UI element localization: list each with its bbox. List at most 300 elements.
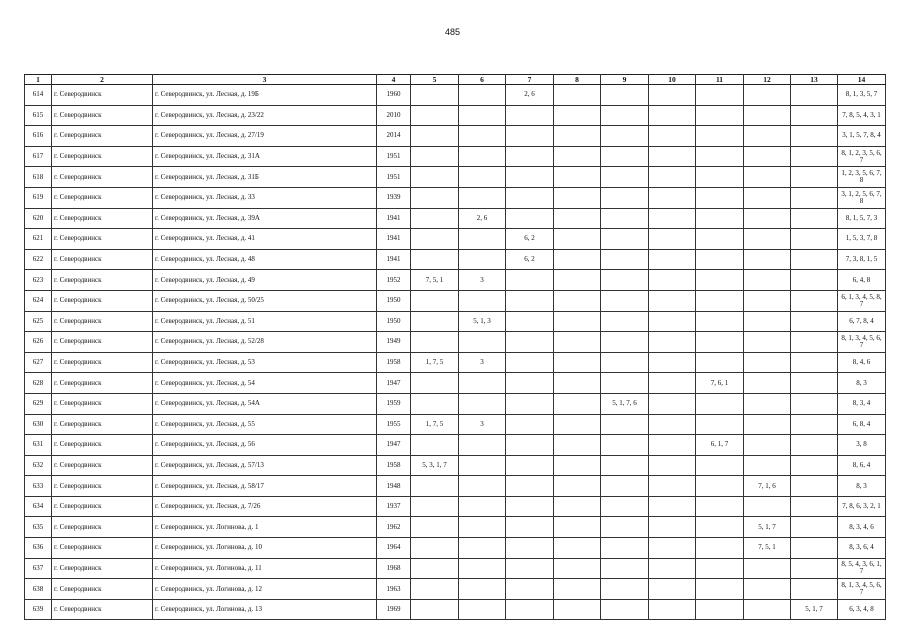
code-cell-col-12: [744, 311, 791, 332]
code-cell-col-13: [791, 579, 838, 600]
code-cell-col-8: [554, 558, 601, 579]
code-cell-col-6: [459, 517, 506, 538]
code-cell-col-10: [649, 167, 696, 188]
code-cell-col-7: 6, 2: [506, 229, 554, 250]
locality-cell: г. Северодвинск: [52, 538, 153, 559]
code-cell-col-5: [411, 517, 459, 538]
code-cell-col-12: [744, 126, 791, 147]
column-header-13: 13: [791, 75, 838, 85]
code-cell-col-11: [696, 126, 744, 147]
code-cell-col-13: [791, 270, 838, 291]
locality-cell: г. Северодвинск: [52, 105, 153, 126]
code-cell-col-8: [554, 435, 601, 456]
address-cell: г. Северодвинск, ул. Лесная, д. 56: [153, 435, 377, 456]
row-number-cell: 623: [25, 270, 52, 291]
code-cell-col-13: [791, 126, 838, 147]
row-number-cell: 634: [25, 496, 52, 517]
codes-cell: 8, 1, 3, 5, 7: [838, 85, 886, 106]
code-cell-col-12: [744, 373, 791, 394]
year-cell: 1941: [377, 229, 411, 250]
address-cell: г. Северодвинск, ул. Лесная, д. 54: [153, 373, 377, 394]
code-cell-col-5: [411, 85, 459, 106]
year-cell: 1950: [377, 290, 411, 311]
locality-cell: г. Северодвинск: [52, 476, 153, 497]
codes-cell: 7, 8, 5, 4, 3, 1: [838, 105, 886, 126]
column-header-14: 14: [838, 75, 886, 85]
code-cell-col-12: [744, 167, 791, 188]
code-cell-col-9: 5, 1, 7, 6: [601, 393, 649, 414]
code-cell-col-13: [791, 352, 838, 373]
year-cell: 1939: [377, 187, 411, 208]
code-cell-col-8: [554, 270, 601, 291]
year-cell: 1950: [377, 311, 411, 332]
year-cell: 1951: [377, 146, 411, 167]
code-cell-col-11: [696, 187, 744, 208]
address-cell: г. Северодвинск, ул. Лесная, д. 31Б: [153, 167, 377, 188]
code-cell-col-7: [506, 290, 554, 311]
code-cell-col-10: [649, 229, 696, 250]
codes-cell: 7, 3, 8, 1, 5: [838, 249, 886, 270]
table-row: [25, 311, 886, 332]
code-cell-col-13: [791, 496, 838, 517]
code-cell-col-8: [554, 332, 601, 353]
row-number-cell: 625: [25, 311, 52, 332]
code-cell-col-12: 7, 5, 1: [744, 538, 791, 559]
code-cell-col-9: [601, 517, 649, 538]
locality-cell: г. Северодвинск: [52, 579, 153, 600]
code-cell-col-12: [744, 332, 791, 353]
year-cell: 1952: [377, 270, 411, 291]
codes-cell: 8, 4, 6: [838, 352, 886, 373]
locality-cell: г. Северодвинск: [52, 187, 153, 208]
code-cell-col-12: [744, 85, 791, 106]
code-cell-col-13: [791, 105, 838, 126]
codes-cell: 7, 8, 6, 3, 2, 1: [838, 496, 886, 517]
year-cell: 1959: [377, 393, 411, 414]
locality-cell: г. Северодвинск: [52, 311, 153, 332]
code-cell-col-7: [506, 373, 554, 394]
code-cell-col-8: [554, 496, 601, 517]
address-cell: г. Северодвинск, ул. Лесная, д. 48: [153, 249, 377, 270]
code-cell-col-7: [506, 496, 554, 517]
code-cell-col-8: [554, 229, 601, 250]
year-cell: 1958: [377, 455, 411, 476]
code-cell-col-11: [696, 229, 744, 250]
code-cell-col-6: [459, 105, 506, 126]
code-cell-col-10: [649, 146, 696, 167]
code-cell-col-10: [649, 105, 696, 126]
locality-cell: г. Северодвинск: [52, 208, 153, 229]
address-cell: г. Северодвинск, ул. Лесная, д. 41: [153, 229, 377, 250]
code-cell-col-11: [696, 538, 744, 559]
row-number-cell: 621: [25, 229, 52, 250]
table-row: [25, 85, 886, 106]
address-cell: г. Северодвинск, ул. Логинова, д. 10: [153, 538, 377, 559]
codes-cell: 8, 5, 4, 3, 6, 1, 7: [838, 558, 886, 579]
code-cell-col-7: [506, 579, 554, 600]
code-cell-col-10: [649, 290, 696, 311]
code-cell-col-10: [649, 517, 696, 538]
code-cell-col-11: [696, 332, 744, 353]
column-header-11: 11: [696, 75, 744, 85]
address-cell: г. Северодвинск, ул. Лесная, д. 27/19: [153, 126, 377, 147]
column-header-5: 5: [411, 75, 459, 85]
code-cell-col-7: [506, 167, 554, 188]
code-cell-col-9: [601, 229, 649, 250]
code-cell-col-13: [791, 85, 838, 106]
code-cell-col-13: [791, 414, 838, 435]
code-cell-col-12: 7, 1, 6: [744, 476, 791, 497]
address-cell: г. Северодвинск, ул. Лесная, д. 33: [153, 187, 377, 208]
code-cell-col-10: [649, 311, 696, 332]
code-cell-col-11: [696, 167, 744, 188]
year-cell: 1941: [377, 208, 411, 229]
locality-cell: г. Северодвинск: [52, 373, 153, 394]
row-number-cell: 628: [25, 373, 52, 394]
row-number-cell: 617: [25, 146, 52, 167]
table-row: [25, 187, 886, 208]
code-cell-col-6: 3: [459, 270, 506, 291]
code-cell-col-13: [791, 187, 838, 208]
code-cell-col-13: [791, 455, 838, 476]
code-cell-col-13: [791, 229, 838, 250]
address-cell: г. Северодвинск, ул. Лесная, д. 31А: [153, 146, 377, 167]
row-number-cell: 624: [25, 290, 52, 311]
code-cell-col-7: [506, 599, 554, 620]
locality-cell: г. Северодвинск: [52, 517, 153, 538]
year-cell: 1958: [377, 352, 411, 373]
code-cell-col-8: [554, 249, 601, 270]
code-cell-col-8: [554, 352, 601, 373]
address-cell: г. Северодвинск, ул. Лесная, д. 39А: [153, 208, 377, 229]
row-number-cell: 639: [25, 599, 52, 620]
codes-cell: 6, 7, 8, 4: [838, 311, 886, 332]
locality-cell: г. Северодвинск: [52, 496, 153, 517]
codes-cell: 8, 1, 2, 3, 5, 6, 7: [838, 146, 886, 167]
row-number-cell: 635: [25, 517, 52, 538]
code-cell-col-9: [601, 167, 649, 188]
code-cell-col-5: [411, 435, 459, 456]
code-cell-col-6: [459, 558, 506, 579]
code-cell-col-9: [601, 579, 649, 600]
address-cell: г. Северодвинск, ул. Лесная, д. 57/13: [153, 455, 377, 476]
code-cell-col-12: [744, 229, 791, 250]
code-cell-col-10: [649, 126, 696, 147]
column-header-1: 1: [25, 75, 52, 85]
row-number-cell: 630: [25, 414, 52, 435]
code-cell-col-5: 7, 5, 1: [411, 270, 459, 291]
locality-cell: г. Северодвинск: [52, 249, 153, 270]
code-cell-col-8: [554, 393, 601, 414]
code-cell-col-13: [791, 311, 838, 332]
code-cell-col-6: [459, 476, 506, 497]
code-cell-col-9: [601, 558, 649, 579]
code-cell-col-11: [696, 558, 744, 579]
row-number-cell: 631: [25, 435, 52, 456]
code-cell-col-13: [791, 290, 838, 311]
code-cell-col-8: [554, 455, 601, 476]
locality-cell: г. Северодвинск: [52, 229, 153, 250]
code-cell-col-7: [506, 126, 554, 147]
code-cell-col-8: [554, 414, 601, 435]
code-cell-col-6: [459, 373, 506, 394]
code-cell-col-13: [791, 476, 838, 497]
code-cell-col-9: [601, 435, 649, 456]
code-cell-col-5: [411, 393, 459, 414]
address-cell: г. Северодвинск, ул. Лесная, д. 7/26: [153, 496, 377, 517]
code-cell-col-8: [554, 517, 601, 538]
code-cell-col-7: 2, 6: [506, 85, 554, 106]
code-cell-col-9: [601, 249, 649, 270]
code-cell-col-6: [459, 455, 506, 476]
code-cell-col-11: 6, 1, 7: [696, 435, 744, 456]
row-number-cell: 636: [25, 538, 52, 559]
address-cell: г. Северодвинск, ул. Лесная, д. 54А: [153, 393, 377, 414]
codes-cell: 6, 3, 4, 8: [838, 599, 886, 620]
column-header-4: 4: [377, 75, 411, 85]
code-cell-col-7: [506, 558, 554, 579]
column-header-6: 6: [459, 75, 506, 85]
code-cell-col-9: [601, 126, 649, 147]
code-cell-col-7: [506, 270, 554, 291]
code-cell-col-6: 3: [459, 352, 506, 373]
code-cell-col-12: [744, 146, 791, 167]
locality-cell: г. Северодвинск: [52, 414, 153, 435]
code-cell-col-7: [506, 476, 554, 497]
codes-cell: 8, 3, 4: [838, 393, 886, 414]
locality-cell: г. Северодвинск: [52, 85, 153, 106]
table-row: [25, 332, 886, 353]
row-number-cell: 637: [25, 558, 52, 579]
code-cell-col-9: [601, 311, 649, 332]
row-number-cell: 629: [25, 393, 52, 414]
code-cell-col-12: [744, 599, 791, 620]
code-cell-col-9: [601, 290, 649, 311]
code-cell-col-7: [506, 538, 554, 559]
code-cell-col-5: [411, 599, 459, 620]
address-cell: г. Северодвинск, ул. Лесная, д. 49: [153, 270, 377, 291]
code-cell-col-8: [554, 476, 601, 497]
code-cell-col-7: [506, 105, 554, 126]
code-cell-col-12: [744, 435, 791, 456]
table-row: [25, 373, 886, 394]
code-cell-col-6: [459, 187, 506, 208]
code-cell-col-8: [554, 538, 601, 559]
locality-cell: г. Северодвинск: [52, 167, 153, 188]
address-cell: г. Северодвинск, ул. Лесная, д. 50/25: [153, 290, 377, 311]
code-cell-col-11: [696, 146, 744, 167]
codes-cell: 8, 3, 4, 6: [838, 517, 886, 538]
row-number-cell: 627: [25, 352, 52, 373]
code-cell-col-6: [459, 290, 506, 311]
code-cell-col-9: [601, 332, 649, 353]
code-cell-col-11: [696, 208, 744, 229]
code-cell-col-11: [696, 599, 744, 620]
code-cell-col-5: 1, 7, 5: [411, 352, 459, 373]
code-cell-col-7: 6, 2: [506, 249, 554, 270]
code-cell-col-8: [554, 373, 601, 394]
code-cell-col-10: [649, 187, 696, 208]
code-cell-col-7: [506, 414, 554, 435]
code-cell-col-10: [649, 373, 696, 394]
code-cell-col-7: [506, 332, 554, 353]
address-cell: г. Северодвинск, ул. Логинова, д. 12: [153, 579, 377, 600]
code-cell-col-5: [411, 146, 459, 167]
code-cell-col-6: [459, 393, 506, 414]
column-header-12: 12: [744, 75, 791, 85]
table-row: [25, 229, 886, 250]
code-cell-col-13: [791, 249, 838, 270]
code-cell-col-8: [554, 311, 601, 332]
codes-cell: 8, 6, 4: [838, 455, 886, 476]
row-number-cell: 615: [25, 105, 52, 126]
codes-cell: 1, 2, 3, 5, 6, 7, 8: [838, 167, 886, 188]
locality-cell: г. Северодвинск: [52, 455, 153, 476]
code-cell-col-6: [459, 126, 506, 147]
table-row: [25, 167, 886, 188]
code-cell-col-9: [601, 496, 649, 517]
code-cell-col-11: 7, 6, 1: [696, 373, 744, 394]
code-cell-col-10: [649, 249, 696, 270]
table-row: [25, 105, 886, 126]
code-cell-col-12: [744, 208, 791, 229]
codes-cell: 6, 1, 3, 4, 5, 8, 7: [838, 290, 886, 311]
codes-cell: 6, 8, 4: [838, 414, 886, 435]
code-cell-col-5: [411, 558, 459, 579]
code-cell-col-12: [744, 105, 791, 126]
code-cell-col-5: [411, 538, 459, 559]
code-cell-col-9: [601, 208, 649, 229]
address-cell: г. Северодвинск, ул. Логинова, д. 13: [153, 599, 377, 620]
code-cell-col-12: [744, 496, 791, 517]
row-number-cell: 622: [25, 249, 52, 270]
code-cell-col-10: [649, 476, 696, 497]
table-row: [25, 393, 886, 414]
code-cell-col-5: 1, 7, 5: [411, 414, 459, 435]
code-cell-col-5: [411, 476, 459, 497]
code-cell-col-5: [411, 373, 459, 394]
codes-cell: 3, 1, 2, 5, 6, 7, 8: [838, 187, 886, 208]
code-cell-col-5: [411, 187, 459, 208]
row-number-cell: 620: [25, 208, 52, 229]
code-cell-col-8: [554, 579, 601, 600]
code-cell-col-10: [649, 538, 696, 559]
column-header-3: 3: [153, 75, 377, 85]
code-cell-col-7: [506, 517, 554, 538]
code-cell-col-8: [554, 599, 601, 620]
code-cell-col-10: [649, 352, 696, 373]
year-cell: 1964: [377, 538, 411, 559]
code-cell-col-11: [696, 517, 744, 538]
code-cell-col-12: [744, 455, 791, 476]
row-number-cell: 626: [25, 332, 52, 353]
code-cell-col-9: [601, 352, 649, 373]
locality-cell: г. Северодвинск: [52, 352, 153, 373]
row-number-cell: 614: [25, 85, 52, 106]
code-cell-col-7: [506, 393, 554, 414]
code-cell-col-13: [791, 167, 838, 188]
code-cell-col-8: [554, 208, 601, 229]
code-cell-col-12: [744, 270, 791, 291]
year-cell: 1963: [377, 579, 411, 600]
row-number-cell: 638: [25, 579, 52, 600]
code-cell-col-6: [459, 167, 506, 188]
code-cell-col-10: [649, 599, 696, 620]
code-cell-col-12: [744, 414, 791, 435]
code-cell-col-11: [696, 311, 744, 332]
code-cell-col-10: [649, 393, 696, 414]
column-header-9: 9: [601, 75, 649, 85]
address-cell: г. Северодвинск, ул. Лесная, д. 23/22: [153, 105, 377, 126]
year-cell: 1947: [377, 373, 411, 394]
codes-cell: 8, 1, 3, 4, 5, 6, 7: [838, 579, 886, 600]
table-row: [25, 579, 886, 600]
table-body: [25, 85, 886, 620]
code-cell-col-6: [459, 229, 506, 250]
year-cell: 2010: [377, 105, 411, 126]
column-header-2: 2: [52, 75, 153, 85]
code-cell-col-9: [601, 476, 649, 497]
code-cell-col-5: 5, 3, 1, 7: [411, 455, 459, 476]
code-cell-col-11: [696, 579, 744, 600]
code-cell-col-9: [601, 599, 649, 620]
table-row: [25, 558, 886, 579]
code-cell-col-6: [459, 599, 506, 620]
codes-cell: 8, 3: [838, 373, 886, 394]
locality-cell: г. Северодвинск: [52, 126, 153, 147]
address-cell: г. Северодвинск, ул. Лесная, д. 53: [153, 352, 377, 373]
code-cell-col-12: [744, 187, 791, 208]
row-number-cell: 632: [25, 455, 52, 476]
code-cell-col-7: [506, 455, 554, 476]
codes-cell: 6, 4, 8: [838, 270, 886, 291]
code-cell-col-13: [791, 146, 838, 167]
code-cell-col-11: [696, 496, 744, 517]
code-cell-col-6: [459, 579, 506, 600]
code-cell-col-7: [506, 146, 554, 167]
row-number-cell: 633: [25, 476, 52, 497]
address-cell: г. Северодвинск, ул. Логинова, д. 1: [153, 517, 377, 538]
code-cell-col-8: [554, 167, 601, 188]
address-cell: г. Северодвинск, ул. Логинова, д. 11: [153, 558, 377, 579]
code-cell-col-5: [411, 208, 459, 229]
table-row: [25, 126, 886, 147]
locality-cell: г. Северодвинск: [52, 270, 153, 291]
locality-cell: г. Северодвинск: [52, 393, 153, 414]
codes-cell: 3, 1, 5, 7, 8, 4: [838, 126, 886, 147]
code-cell-col-5: [411, 167, 459, 188]
table-row: [25, 414, 886, 435]
locality-cell: г. Северодвинск: [52, 558, 153, 579]
code-cell-col-5: [411, 311, 459, 332]
year-cell: 1969: [377, 599, 411, 620]
code-cell-col-11: [696, 85, 744, 106]
row-number-cell: 619: [25, 187, 52, 208]
code-cell-col-5: [411, 105, 459, 126]
code-cell-col-11: [696, 249, 744, 270]
code-cell-col-5: [411, 229, 459, 250]
row-number-cell: 618: [25, 167, 52, 188]
table-row: [25, 208, 886, 229]
code-cell-col-10: [649, 270, 696, 291]
locality-cell: г. Северодвинск: [52, 599, 153, 620]
code-cell-col-6: [459, 538, 506, 559]
code-cell-col-12: [744, 290, 791, 311]
codes-cell: 8, 3: [838, 476, 886, 497]
code-cell-col-7: [506, 435, 554, 456]
registry-table: [24, 74, 886, 620]
code-cell-col-12: [744, 558, 791, 579]
